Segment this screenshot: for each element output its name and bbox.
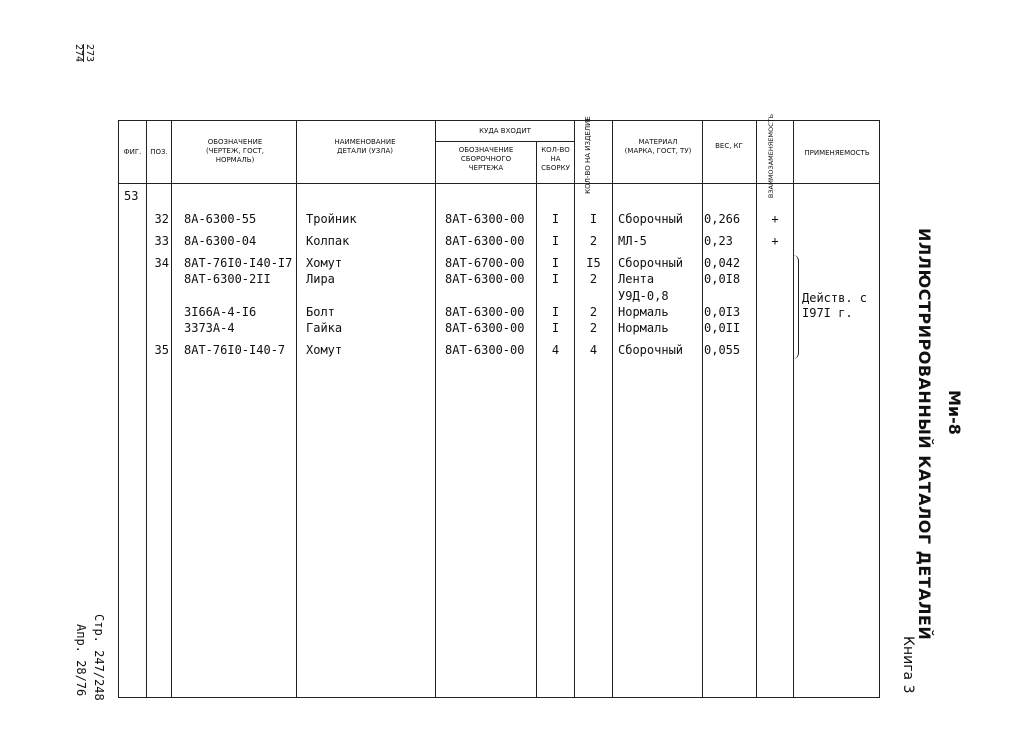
- cell-material: Сборочный: [618, 212, 684, 226]
- cell-assembly: 8АТ-6300-00: [445, 343, 525, 357]
- header-where-used: КУДА ВХОДИТ: [479, 127, 531, 135]
- book-number: Книга 3: [900, 636, 916, 694]
- cell-pos: 33: [154, 234, 169, 248]
- header-qty-product: КОЛ-ВО НА ИЗДЕЛИЕ: [584, 116, 592, 194]
- cell-qty-p: 2: [589, 272, 598, 286]
- cell-assembly: 8АТ-6300-00: [445, 321, 525, 335]
- header-applicability: ПРИМЕНЯЕМОСТЬ: [804, 149, 870, 157]
- cell-name: Болт: [306, 305, 335, 319]
- cell-pos: 32: [154, 212, 169, 226]
- cell-material: Нормаль: [618, 321, 669, 335]
- cell-weight: 0,0II: [704, 321, 741, 335]
- cell-weight: 0,0I3: [704, 305, 741, 319]
- cell-assembly: 8АТ-6700-00: [445, 256, 525, 270]
- cell-designation: 8А-6300-55: [184, 212, 257, 226]
- cell-designation: 3I66А-4-I6: [184, 305, 257, 319]
- header-fig: ФИГ.: [123, 148, 142, 156]
- cell-material: МЛ-5: [618, 234, 647, 248]
- cell-qty-a: I: [551, 321, 560, 335]
- cell-assembly: 8АТ-6300-00: [445, 272, 525, 286]
- cell-weight: 0,042: [704, 256, 741, 270]
- footer-page: Стр. 247/248: [92, 614, 106, 701]
- footer-date: Апр. 28/76: [74, 624, 88, 697]
- cell-qty-p: 2: [589, 321, 598, 335]
- cell-qty-a: 4: [551, 343, 560, 357]
- cell-name: Хомут: [306, 343, 343, 357]
- cell-name: Тройник: [306, 212, 357, 226]
- cell-qty-a: I: [551, 234, 560, 248]
- applicability-brace: [792, 255, 799, 359]
- cell-qty-a: I: [551, 212, 560, 226]
- side-title: ИЛЛЮСТРИРОВАННЫЙ КАТАЛОГ ДЕТАЛЕЙ: [915, 228, 934, 641]
- cell-pos: 35: [154, 343, 169, 357]
- cell-designation: 8АТ-76I0-I40-7: [184, 343, 286, 357]
- header-qty-assembly: КОЛ-ВО НА СБОРКУ: [541, 146, 570, 172]
- cell-weight: 0,266: [704, 212, 741, 226]
- cell-qty-p: I5: [586, 256, 601, 270]
- cell-name: Лира: [306, 272, 335, 286]
- cell-material: У9Д-0,8: [618, 289, 669, 303]
- cell-qty-p: 4: [589, 343, 598, 357]
- header-material: МАТЕРИАЛ (МАРКА, ГОСТ, ТУ): [624, 138, 692, 155]
- cell-material: Лента: [618, 272, 655, 286]
- header-assembly-drawing: ОБОЗНАЧЕНИЕ СБОРОЧНОГО ЧЕРТЕЖА: [458, 146, 514, 172]
- cell-weight: 0,055: [704, 343, 741, 357]
- catalog-table: [118, 120, 880, 698]
- cell-weight: 0,0I8: [704, 272, 741, 286]
- cell-designation: 3373А-4: [184, 321, 235, 335]
- side-title-code: Ми-8: [945, 390, 964, 435]
- applicability-text-1: Действ. с: [802, 291, 868, 305]
- cell-designation: 8АТ-6300-2II: [184, 272, 271, 286]
- header-designation: ОБОЗНАЧЕНИЕ (ЧЕРТЕЖ, ГОСТ, НОРМАЛЬ): [205, 138, 265, 164]
- cell-name: Хомут: [306, 256, 343, 270]
- cell-name: Гайка: [306, 321, 343, 335]
- cell-inter: +: [771, 212, 779, 226]
- header-interchange: ВЗАИМОЗАМЕНЯЕМОСТЬ: [767, 113, 775, 199]
- cell-qty-a: I: [551, 256, 560, 270]
- cell-material: Нормаль: [618, 305, 669, 319]
- header-weight: ВЕС, КГ: [715, 142, 743, 150]
- header-name: НАИМЕНОВАНИЕ ДЕТАЛИ (УЗЛА): [334, 138, 396, 155]
- cell-pos: 34: [154, 256, 169, 270]
- cell-qty-a: I: [551, 305, 560, 319]
- cell-assembly: 8АТ-6300-00: [445, 234, 525, 248]
- cell-designation: 8АТ-76I0-I40-I7: [184, 256, 293, 270]
- cell-inter: +: [771, 234, 779, 248]
- cell-assembly: 8АТ-6300-00: [445, 305, 525, 319]
- figure-number: 53: [124, 189, 139, 203]
- cell-assembly: 8АТ-6300-00: [445, 212, 525, 226]
- cell-designation: 8А-6300-04: [184, 234, 257, 248]
- cell-qty-p: I: [589, 212, 598, 226]
- cell-qty-p: 2: [589, 234, 598, 248]
- cell-material: Сборочный: [618, 343, 684, 357]
- cell-weight: 0,23: [704, 234, 733, 248]
- header-pos: ПОЗ.: [150, 148, 168, 156]
- page-number: 273 274: [73, 44, 95, 63]
- cell-qty-p: 2: [589, 305, 598, 319]
- cell-material: Сборочный: [618, 256, 684, 270]
- cell-name: Колпак: [306, 234, 350, 248]
- applicability-text-2: I97I г.: [802, 306, 853, 320]
- cell-qty-a: I: [551, 272, 560, 286]
